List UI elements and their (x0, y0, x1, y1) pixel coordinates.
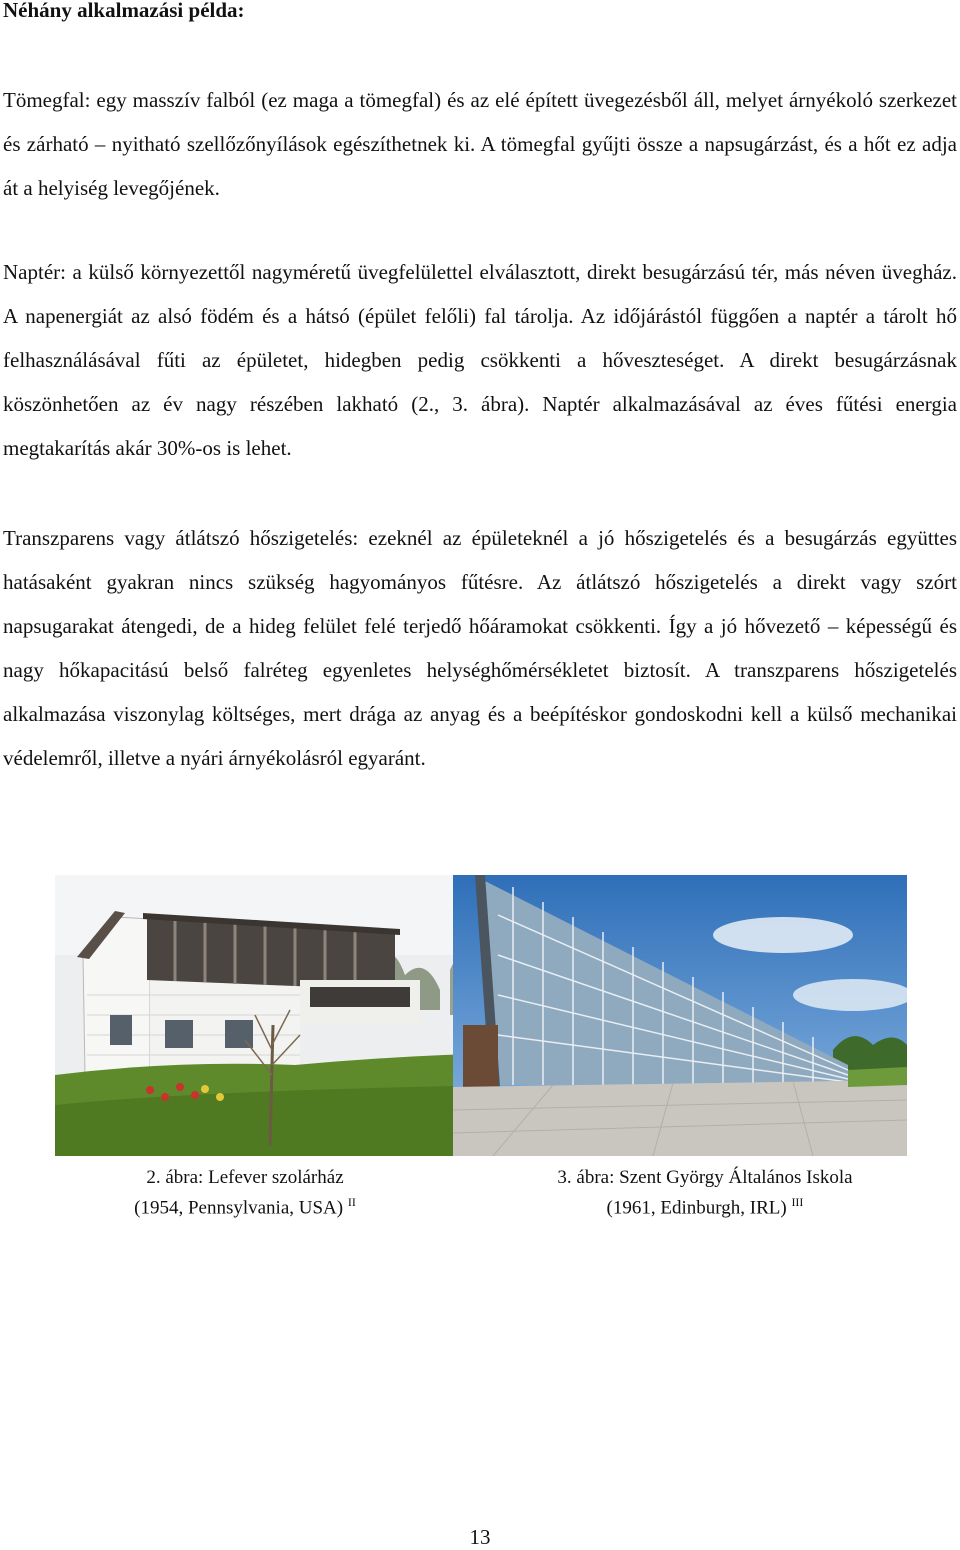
figure-2-caption-title: 2. ábra: Lefever szolárház (146, 1167, 344, 1188)
figure-2-caption-details (80, 1190, 410, 1220)
figure-2-caption (80, 1165, 410, 1220)
paragraph-tomegfal: Tömegfal: egy masszív falból (ez maga a tömegfal) és az elé épített üvegezésből áll, melyet árnyékoló szerkezet és zárható – nyitható szellőzőnyílások egészíthetnek ki. A tömegfal gyűjti össze a napsugárzást, és a hőt ez adja át a helyiség levegőjének. (3, 88, 957, 200)
figure-3-caption (520, 1165, 890, 1220)
school-building-illustration (453, 875, 907, 1156)
figure-3-footnote-ref: III (791, 1195, 804, 1209)
page-number: 13 (469, 1525, 491, 1549)
lefever-house-illustration (55, 875, 509, 1156)
figure-3-caption-location: (1961, Edinburgh, IRL) (606, 1197, 787, 1219)
figure-3-caption-title: 3. ábra: Szent György Általános Iskola (557, 1167, 853, 1188)
figure-3-caption-details (520, 1190, 890, 1220)
figure-2-footnote-ref: II (347, 1195, 356, 1209)
paragraph-transzparens: Transzparens vagy átlátszó hőszigetelés: ezeknél az épületeknél a jó hőszigetelés és a besugárzás együttes hatásaként gyakran nincs szükség hagyományos fűtésre. Az átlátszó hőszigetelés a direkt vagy szórt napsugarakat átengedi, de a hideg felület felé terjedő hőáramokat csökkenti. Így a jó hővezető – képességű és nagy hőkapacitású belső falréteg egyenletes helységhőmérsékletet biztosít. A transzparens hőszigetelés alkalmazása viszonylag költséges, mert drága az anyag és a beépítéskor gondoskodni kell a külső mechanikai védelemről, illetve a nyári árnyékolásról egyaránt. (3, 526, 957, 770)
figure-2-photo (55, 875, 509, 1156)
figure-3-photo (453, 875, 907, 1156)
paragraph-napter: Naptér: a külső környezettől nagyméretű üvegfelülettel elválasztott, direkt besugárzású tér, más néven üvegház. A napenergiát az alsó födém és a hátsó (épület felőli) fal tárolja. Az időjárástól függően a naptér a tárolt hő felhasználásával fűti az épületet, hidegben pedig csökkenti a hőveszteséget. A direkt besugárzásnak köszönhetően az év nagy részében lakható (2., 3. ábra). Naptér alkalmazásával az éves fűtési energia megtakarítás akár 30%-os is lehet. (3, 260, 957, 460)
section-heading: Néhány alkalmazási példa: (3, 0, 245, 22)
figure-2-caption-location: (1954, Pennsylvania, USA) (134, 1197, 344, 1219)
